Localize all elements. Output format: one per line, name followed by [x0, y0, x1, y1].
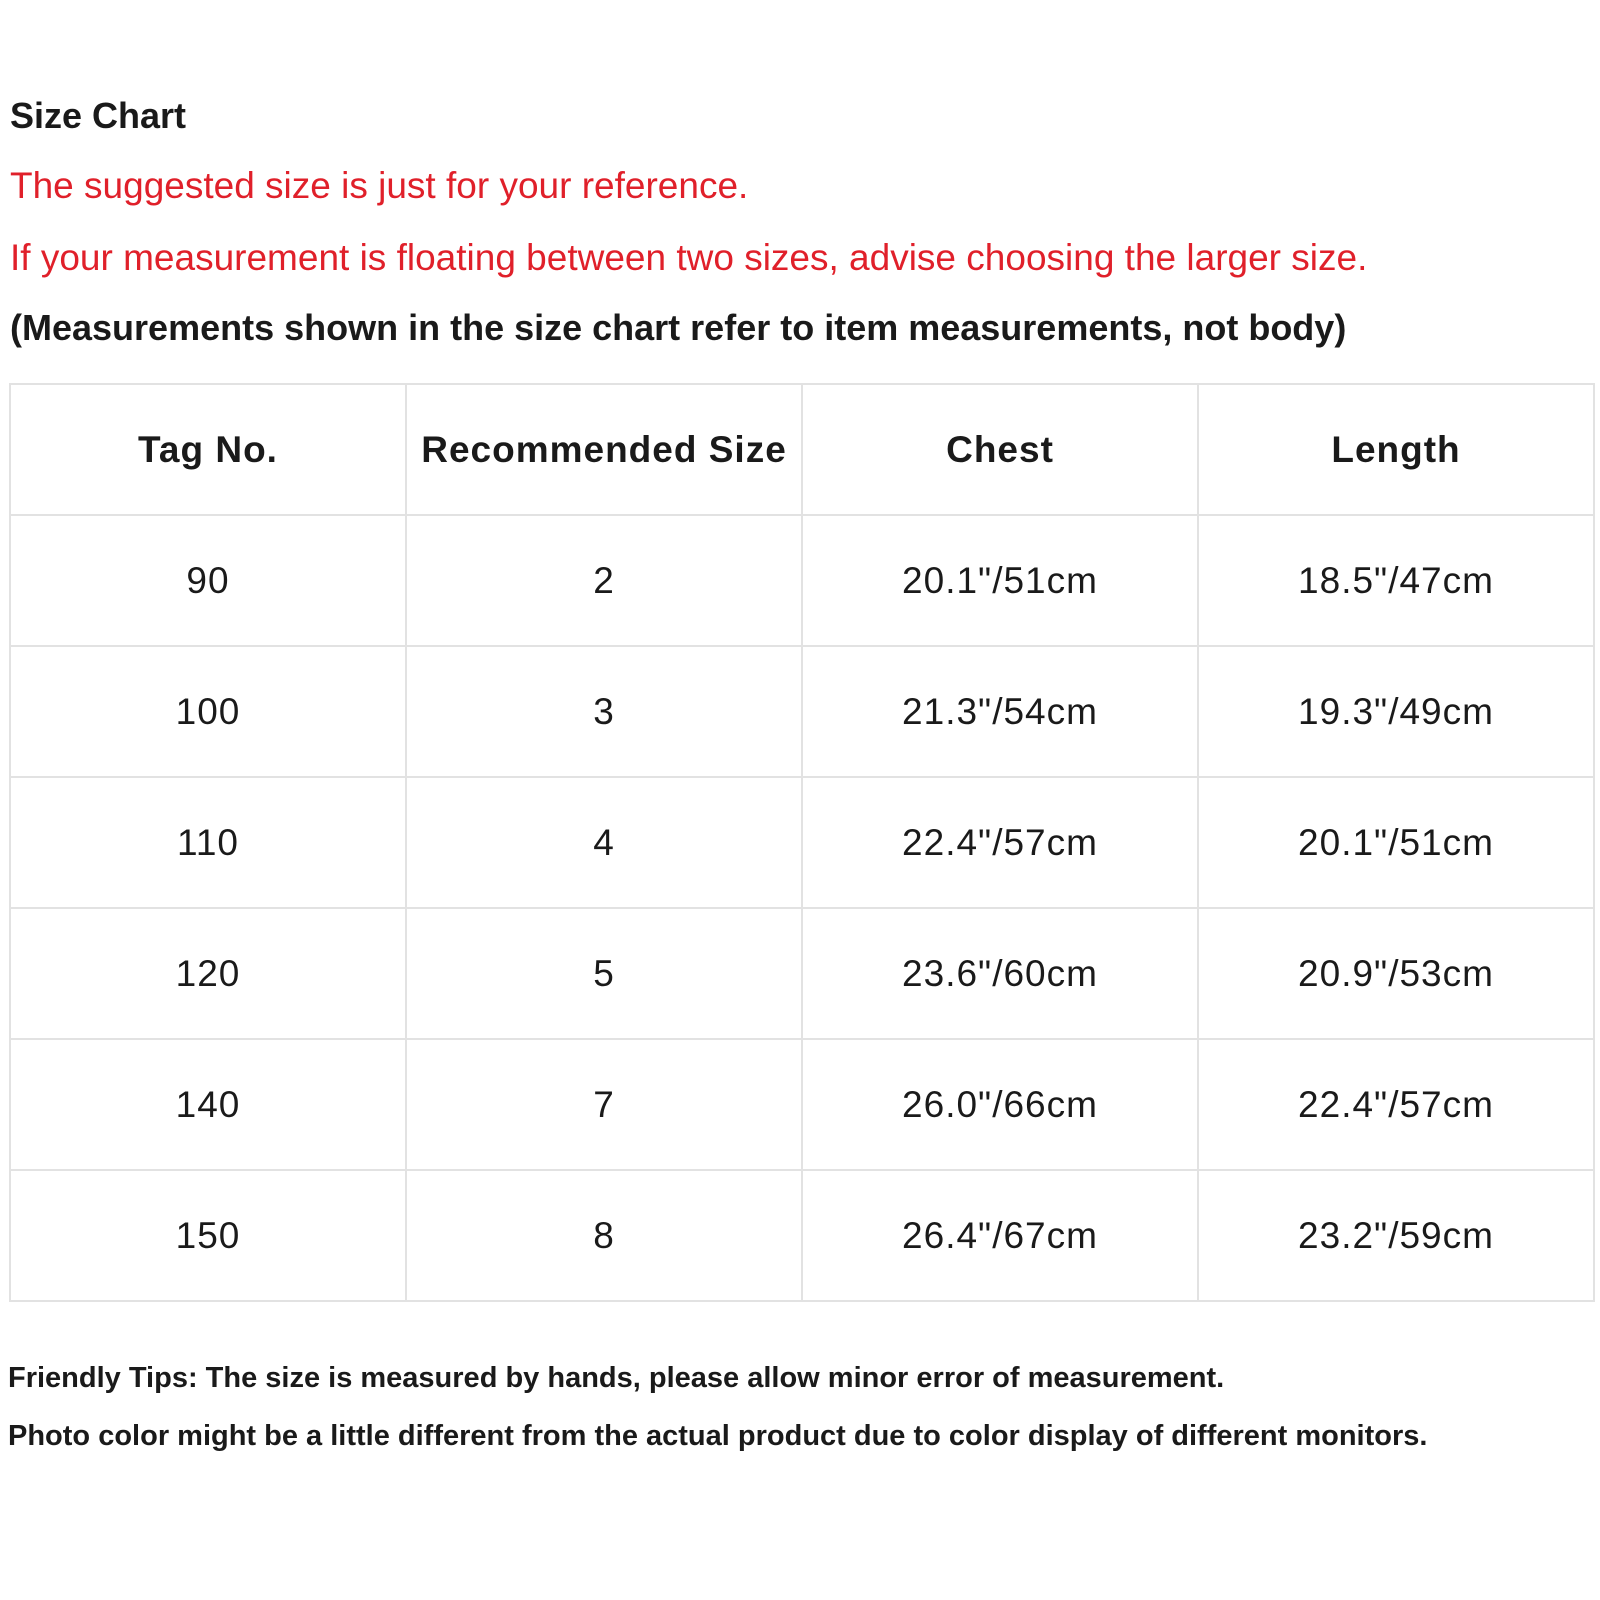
- table-row: [10, 777, 1594, 908]
- table-row: [10, 646, 1594, 777]
- cell-chest: 26.0"/66cm: [802, 1039, 1198, 1170]
- cell-tag-no: 150: [10, 1170, 406, 1301]
- measurement-note: (Measurements shown in the size chart refer to item measurements, not body): [10, 307, 1347, 348]
- header-recommended-size: Recommended Size: [406, 384, 802, 515]
- cell-tag-no: 140: [10, 1039, 406, 1170]
- color-disclaimer: Photo color might be a little different from the actual product due to color display of different monitors.: [8, 1420, 1428, 1452]
- cell-chest: 23.6"/60cm: [802, 908, 1198, 1039]
- cell-tag-no: 90: [10, 515, 406, 646]
- header-chest: Chest: [802, 384, 1198, 515]
- cell-recommended-size: 5: [406, 908, 802, 1039]
- cell-recommended-size: 3: [406, 646, 802, 777]
- cell-length: 23.2"/59cm: [1198, 1170, 1594, 1301]
- cell-tag-no: 100: [10, 646, 406, 777]
- cell-chest: 22.4"/57cm: [802, 777, 1198, 908]
- header-length: Length: [1198, 384, 1594, 515]
- cell-recommended-size: 8: [406, 1170, 802, 1301]
- cell-length: 22.4"/57cm: [1198, 1039, 1594, 1170]
- cell-length: 19.3"/49cm: [1198, 646, 1594, 777]
- cell-recommended-size: 2: [406, 515, 802, 646]
- size-table: [9, 383, 1595, 1302]
- page-title: Size Chart: [10, 95, 187, 136]
- cell-tag-no: 120: [10, 908, 406, 1039]
- cell-length: 20.9"/53cm: [1198, 908, 1594, 1039]
- table-row: [10, 515, 1594, 646]
- cell-chest: 26.4"/67cm: [802, 1170, 1198, 1301]
- cell-recommended-size: 4: [406, 777, 802, 908]
- sizing-advice-note: If your measurement is floating between two sizes, advise choosing the larger size.: [10, 237, 1368, 278]
- table-header-row: [10, 384, 1594, 515]
- cell-chest: 21.3"/54cm: [802, 646, 1198, 777]
- table-row: [10, 1170, 1594, 1301]
- table-row: [10, 908, 1594, 1039]
- cell-recommended-size: 7: [406, 1039, 802, 1170]
- friendly-tip: Friendly Tips: The size is measured by hands, please allow minor error of measurement.: [8, 1362, 1225, 1394]
- table-row: [10, 1039, 1594, 1170]
- reference-note: The suggested size is just for your reference.: [10, 165, 749, 206]
- cell-length: 20.1"/51cm: [1198, 777, 1594, 908]
- cell-chest: 20.1"/51cm: [802, 515, 1198, 646]
- cell-length: 18.5"/47cm: [1198, 515, 1594, 646]
- header-tag-no: Tag No.: [10, 384, 406, 515]
- cell-tag-no: 110: [10, 777, 406, 908]
